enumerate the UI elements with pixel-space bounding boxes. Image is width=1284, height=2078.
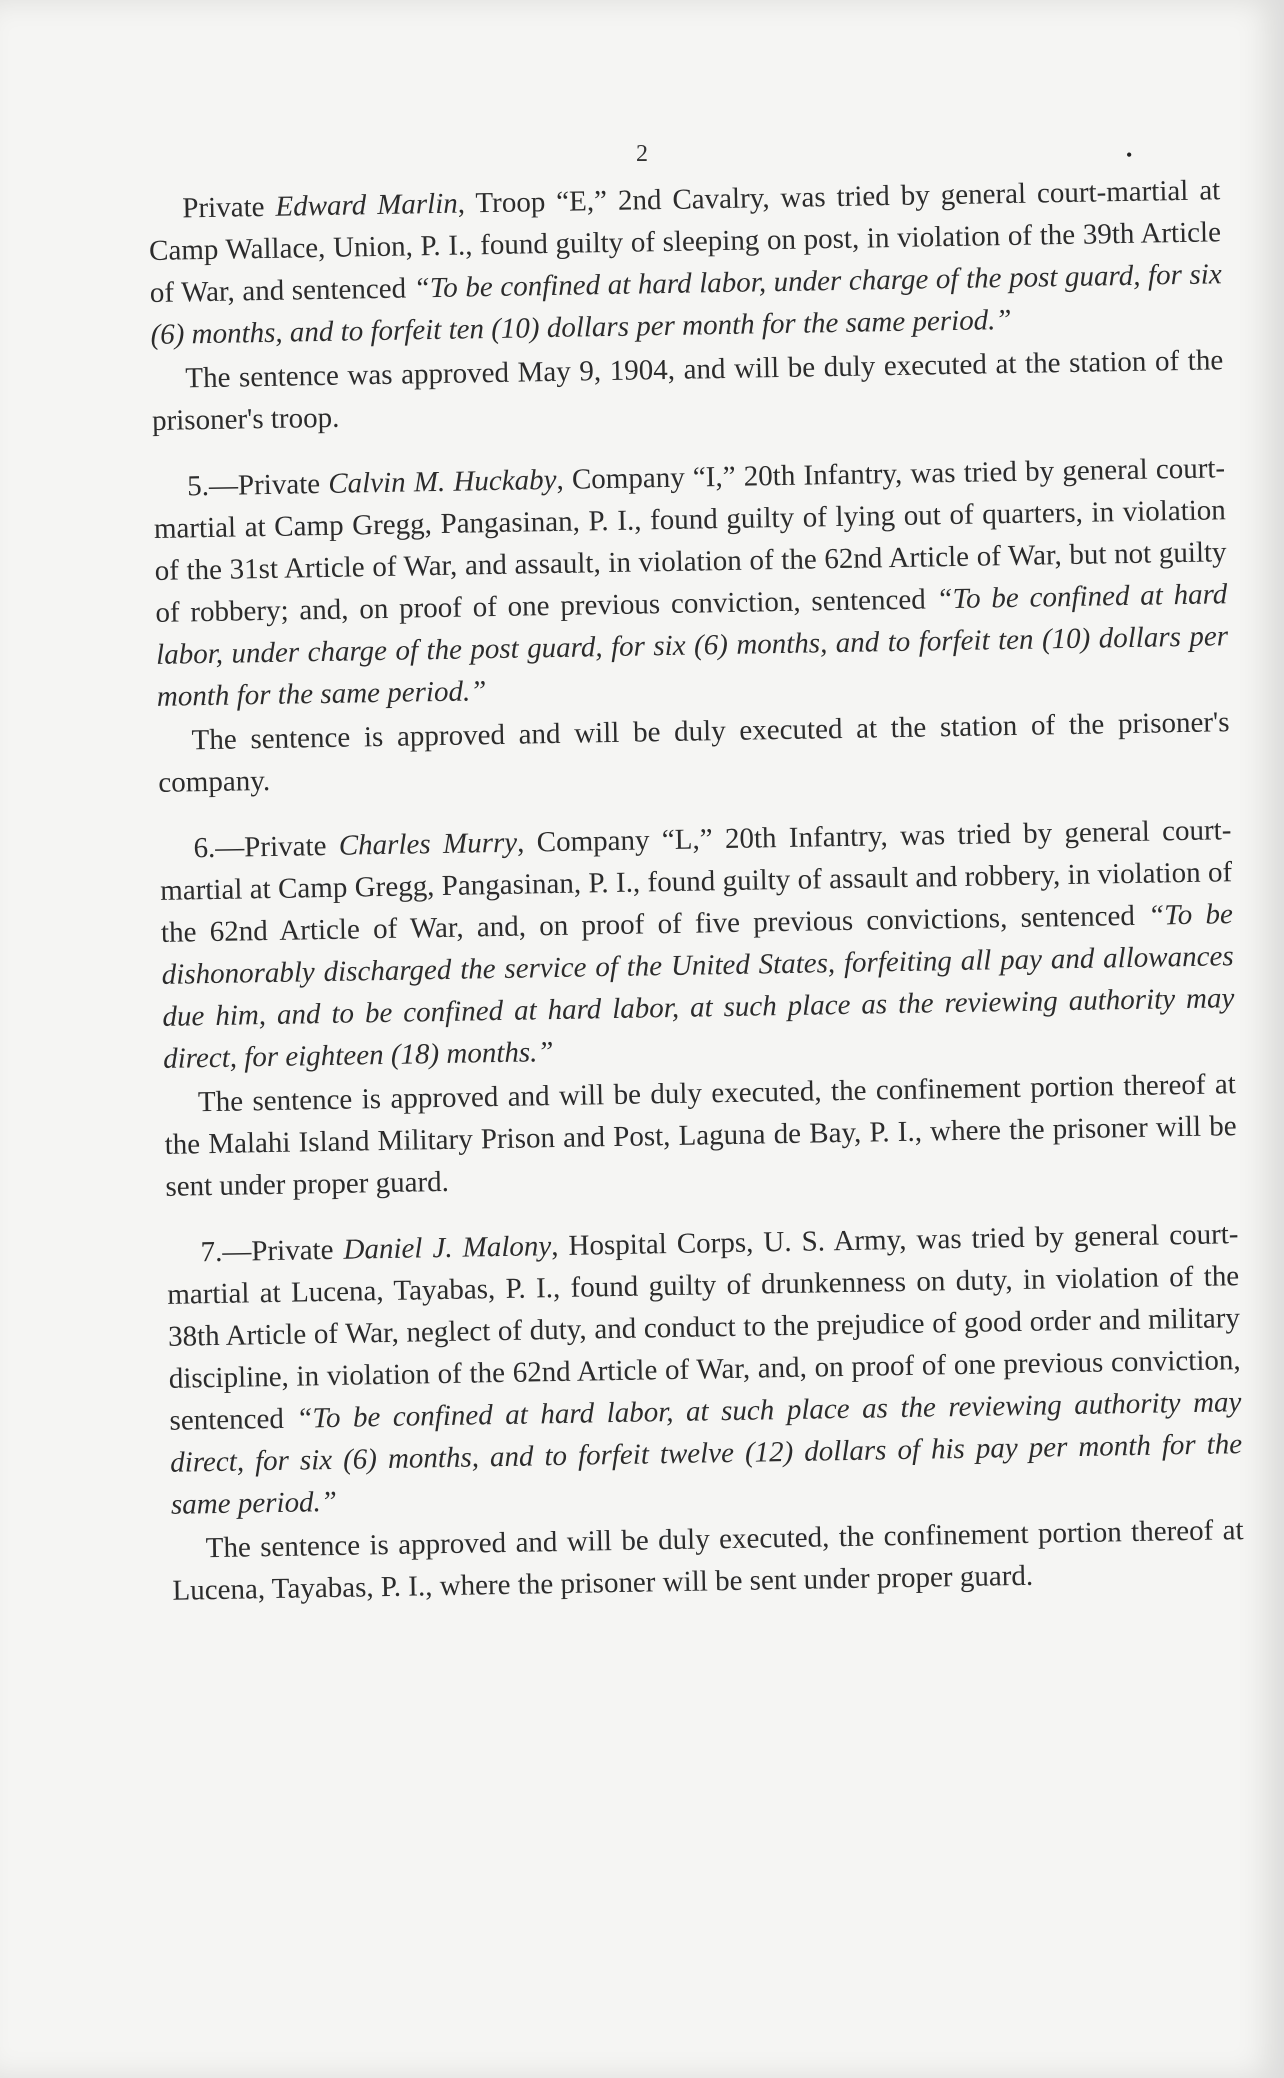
sentence-quote: “To be dishonorably discharged the service of the United States, forfeiting all pay and allowances due him, and to be confined at hard labor, at such place as the reviewing authority may direct, for eighteen (18) months.” bbox=[161, 898, 1235, 1075]
paragraph-edward-marlin-charge bbox=[148, 169, 1223, 356]
page-number: 2 bbox=[636, 141, 648, 167]
paragraph-edward-marlin-approval: The sentence was approved May 9, 1904, and will be duly executed at the station of the prisoner's troop. bbox=[151, 344, 1224, 437]
sentence-quote: “To be confined at hard labor, under charge of the post guard, for six (6) months, and to forfeit ten (10) dollars per month for the same period.” bbox=[150, 258, 1222, 351]
paragraph-prefix: Private bbox=[182, 190, 276, 225]
soldier-name: Calvin M. Huckaby bbox=[328, 463, 557, 500]
sentence-quote: “To be confined at hard labor, under charge of the post guard, for six (6) months, and to forfeit ten (10) dollars per month for the same period.” bbox=[155, 578, 1229, 713]
paragraph-text: , Company “L,” 20th Infantry, was tried by general court-martial at Camp Gregg, Pangasinan, P. I., found guilty of assault and robbery, in violation of the 62nd Article of War, and, on proof of five previous convictions, sentenced bbox=[159, 814, 1233, 949]
sentence-quote: “To be confined at hard labor, at such place as the reviewing authority may direct, for six (6) months, and to forfeit twelve (12) dollars of his pay per month for the same period.” bbox=[169, 1386, 1243, 1521]
paragraph-charles-murry-approval: The sentence is approved and will be duly executed, the confinement portion thereof at the Malahi Island Military Prison and Post, Laguna de Bay, P. I., where the prisoner will be sent under proper guard. bbox=[164, 1068, 1237, 1203]
paragraph-text: , Troop “E,” 2nd Cavalry, was tried by general court-martial at Camp Wallace, Union, P. I., found guilty of sleeping on post, in violation of the 39th Article of War, and sentenced bbox=[148, 174, 1222, 309]
page-mark: • bbox=[1126, 145, 1133, 165]
paragraph-charles-murry-charge bbox=[159, 809, 1235, 1080]
paragraph-prefix: 6.—Private bbox=[193, 829, 340, 865]
paragraph-prefix: 7.—Private bbox=[200, 1233, 344, 1269]
soldier-name: Charles Murry bbox=[338, 826, 518, 862]
paragraph-calvin-huckaby-approval: The sentence is approved and will be duly executed at the station of the prisoner's company. bbox=[158, 706, 1230, 799]
soldier-name: Daniel J. Malony bbox=[343, 1230, 552, 1266]
paragraph-prefix: 5.—Private bbox=[186, 467, 329, 503]
document-body bbox=[148, 169, 1245, 1611]
paragraph-text: , Hospital Corps, U. S. Army, was tried by general court-martial at Lucena, Tayabas, P. I., found guilty of drunkenness on duty, in violation of the 38th Article of War, neglect of duty, and conduct to the prejudice of good order and military discipline, in violation of the 62nd Article of War, and, on proof of one previous conviction, sentenced bbox=[167, 1218, 1241, 1437]
paragraph-text: , Company “I,” 20th Infantry, was tried by general court-martial at Camp Gregg, Pangasinan, P. I., found guilty of lying out of quarters, in violation of the 31st Article of War, and assault, in violation of the 62nd Article of War, but not guilty of robbery; and, on proof of one previous conviction, sentenced bbox=[153, 452, 1227, 629]
paragraph-calvin-huckaby-charge bbox=[153, 447, 1229, 718]
paragraph-daniel-malony-approval: The sentence is approved and will be duly executed, the confinement portion thereof at Lucena, Tayabas, P. I., where the prisoner will be sent under proper guard. bbox=[172, 1514, 1244, 1607]
paragraph-daniel-malony-charge bbox=[166, 1213, 1243, 1526]
soldier-name: Edward Marlin bbox=[275, 187, 459, 223]
